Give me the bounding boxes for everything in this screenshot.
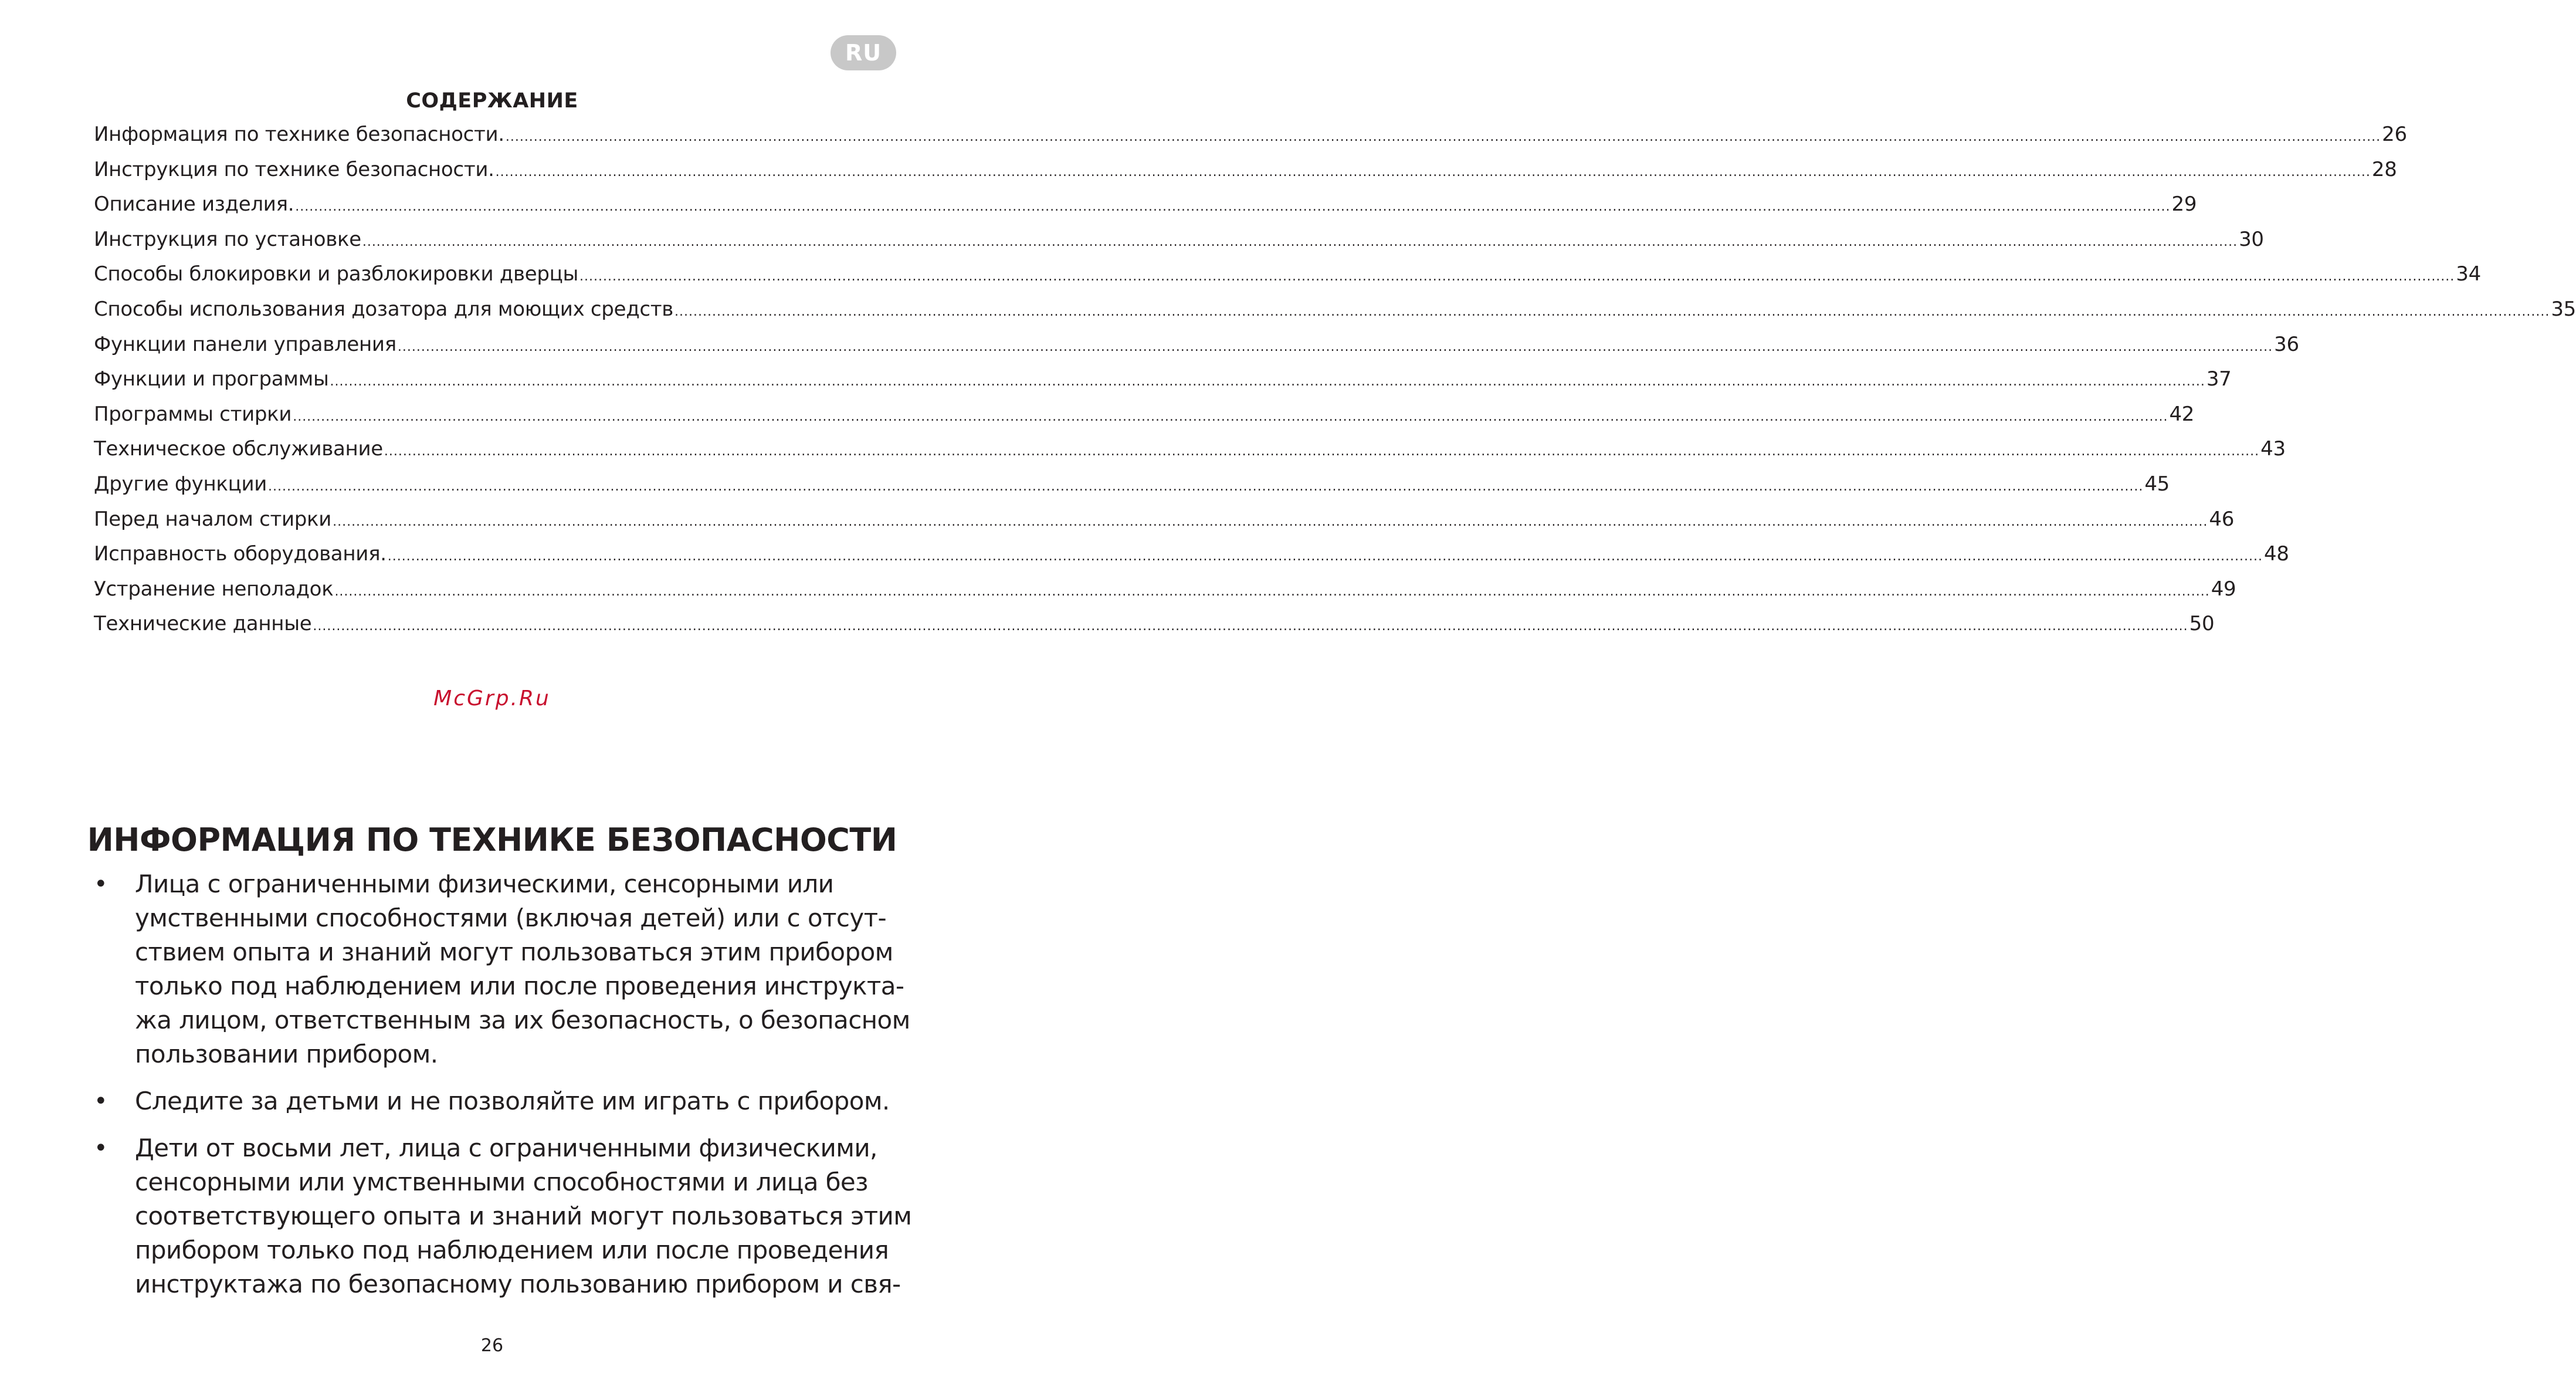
- toc-dot-leader: ................................................................................................................................................................................................................................................................................................................................................................................................................: [674, 304, 2550, 319]
- safety-bullet-item: [94, 867, 910, 1071]
- table-of-contents: [94, 123, 2576, 647]
- toc-entry-title: Инструкция по установке: [94, 227, 361, 251]
- toc-entry-title: Технические данные: [94, 612, 312, 636]
- toc-entry-page: 26: [2382, 123, 2407, 146]
- bullet-text-line: Следите за детьми и не позволяйте им играть с прибором.: [135, 1087, 890, 1115]
- toc-entry[interactable]: [94, 542, 2289, 577]
- toc-entry[interactable]: [94, 297, 2576, 333]
- safety-bullet-list: [94, 867, 912, 1314]
- toc-entry-page: 43: [2260, 437, 2286, 461]
- toc-dot-leader: ................................................................................................................................................................................................................................................................................................................................................................................................................: [268, 479, 2144, 494]
- bullet-dot-icon: •: [94, 871, 108, 898]
- toc-entry[interactable]: [94, 367, 2232, 402]
- toc-entry[interactable]: [94, 157, 2397, 193]
- toc-entry-page: 28: [2371, 157, 2397, 181]
- toc-entry-title: Устранение неполадок: [94, 577, 334, 601]
- bullet-text-line: жа лицом, ответственным за их безопасность, о безопасном: [135, 1006, 910, 1034]
- toc-entry-title: Способы использования дозатора для моющих средств: [94, 297, 674, 321]
- bullet-dot-icon: •: [94, 1135, 108, 1162]
- toc-entry-page: 50: [2189, 612, 2215, 636]
- toc-entry-page: 37: [2206, 367, 2232, 391]
- page-number: 26: [480, 1335, 504, 1356]
- toc-entry-page: 30: [2239, 227, 2264, 251]
- bullet-text-line: пользовании прибором.: [135, 1040, 438, 1068]
- toc-dot-leader: ................................................................................................................................................................................................................................................................................................................................................................................................................: [384, 444, 2260, 459]
- toc-dot-leader: ................................................................................................................................................................................................................................................................................................................................................................................................................: [313, 619, 2188, 634]
- bullet-text-line: инструктажа по безопасному пользованию прибором и свя-: [135, 1270, 901, 1298]
- toc-entry-title: Техническое обслуживание: [94, 437, 383, 461]
- toc-entry[interactable]: [94, 577, 2236, 613]
- toc-dot-leader: ................................................................................................................................................................................................................................................................................................................................................................................................................: [387, 549, 2263, 564]
- section-title: ИНФОРМАЦИЯ ПО ТЕХНИКЕ БЕЗОПАСНОСТИ: [87, 821, 897, 858]
- toc-entry-page: 34: [2456, 262, 2481, 286]
- bullet-text-line: соответствующего опыта и знаний могут пользоваться этим: [135, 1202, 912, 1230]
- toc-entry-title: Программы стирки: [94, 402, 292, 426]
- toc-entry-title: Другие функции: [94, 472, 267, 496]
- bullet-text-line: Лица с ограниченными физическими, сенсорными или: [135, 870, 834, 898]
- toc-entry-title: Описание изделия.: [94, 192, 294, 217]
- toc-entry-title: Инструкция по технике безопасности.: [94, 157, 494, 181]
- bullet-text-line: прибором только под наблюдением или после проведения: [135, 1236, 889, 1264]
- toc-entry[interactable]: [94, 192, 2197, 228]
- toc-dot-leader: ................................................................................................................................................................................................................................................................................................................................................................................................................: [579, 269, 2455, 285]
- watermark: McGrp.Ru: [433, 686, 551, 711]
- toc-entry-title: Перед началом стирки: [94, 507, 332, 531]
- language-badge: RU: [831, 35, 896, 70]
- toc-entry-page: 29: [2171, 192, 2197, 217]
- bullet-text-line: умственными способностями (включая детей) или с отсут-: [135, 904, 887, 932]
- toc-entry-title: Функции и программы: [94, 367, 329, 391]
- toc-dot-leader: ................................................................................................................................................................................................................................................................................................................................................................................................................: [333, 514, 2208, 529]
- toc-title: СОДЕРЖАНИЕ: [406, 89, 578, 113]
- toc-entry-title: Информация по технике безопасности.: [94, 123, 504, 146]
- toc-entry-page: 36: [2274, 332, 2299, 356]
- toc-dot-leader: ................................................................................................................................................................................................................................................................................................................................................................................................................: [330, 374, 2205, 390]
- safety-bullet-item: [94, 1131, 912, 1301]
- toc-entry-page: 42: [2169, 402, 2195, 426]
- toc-entry[interactable]: [94, 332, 2299, 368]
- bullet-text-line: ствием опыта и знаний могут пользоваться этим прибором: [135, 938, 893, 966]
- toc-entry[interactable]: [94, 437, 2286, 472]
- bullet-dot-icon: •: [94, 1088, 108, 1115]
- toc-entry-page: 35: [2551, 297, 2576, 321]
- bullet-text-line: Дети от восьми лет, лица с ограниченными физическими,: [135, 1134, 877, 1162]
- toc-entry-title: Функции панели управления: [94, 332, 396, 356]
- toc-entry-page: 49: [2211, 577, 2236, 601]
- toc-entry[interactable]: [94, 612, 2215, 647]
- toc-dot-leader: ................................................................................................................................................................................................................................................................................................................................................................................................................: [334, 584, 2210, 599]
- toc-entry[interactable]: [94, 123, 2407, 158]
- toc-dot-leader: ................................................................................................................................................................................................................................................................................................................................................................................................................: [293, 409, 2168, 424]
- toc-entry[interactable]: [94, 227, 2264, 263]
- toc-entry[interactable]: [94, 472, 2170, 508]
- toc-entry-page: 46: [2209, 507, 2235, 531]
- toc-dot-leader: ................................................................................................................................................................................................................................................................................................................................................................................................................: [362, 234, 2238, 249]
- toc-entry-page: 45: [2144, 472, 2170, 496]
- toc-entry[interactable]: [94, 262, 2481, 297]
- toc-entry-title: Исправность оборудования.: [94, 542, 387, 566]
- safety-bullet-item: [94, 1084, 892, 1118]
- bullet-text-line: только под наблюдением или после проведения инструкта-: [135, 972, 904, 1000]
- toc-dot-leader: ................................................................................................................................................................................................................................................................................................................................................................................................................: [495, 164, 2371, 180]
- toc-entry[interactable]: [94, 507, 2235, 543]
- toc-dot-leader: ................................................................................................................................................................................................................................................................................................................................................................................................................: [295, 199, 2171, 215]
- toc-entry-page: 48: [2264, 542, 2289, 566]
- toc-entry-title: Способы блокировки и разблокировки дверцы: [94, 262, 579, 286]
- bullet-text-line: сенсорными или умственными способностями и лица без: [135, 1168, 868, 1196]
- toc-dot-leader: ................................................................................................................................................................................................................................................................................................................................................................................................................: [505, 130, 2381, 144]
- toc-dot-leader: ................................................................................................................................................................................................................................................................................................................................................................................................................: [397, 339, 2273, 354]
- toc-entry[interactable]: [94, 402, 2195, 438]
